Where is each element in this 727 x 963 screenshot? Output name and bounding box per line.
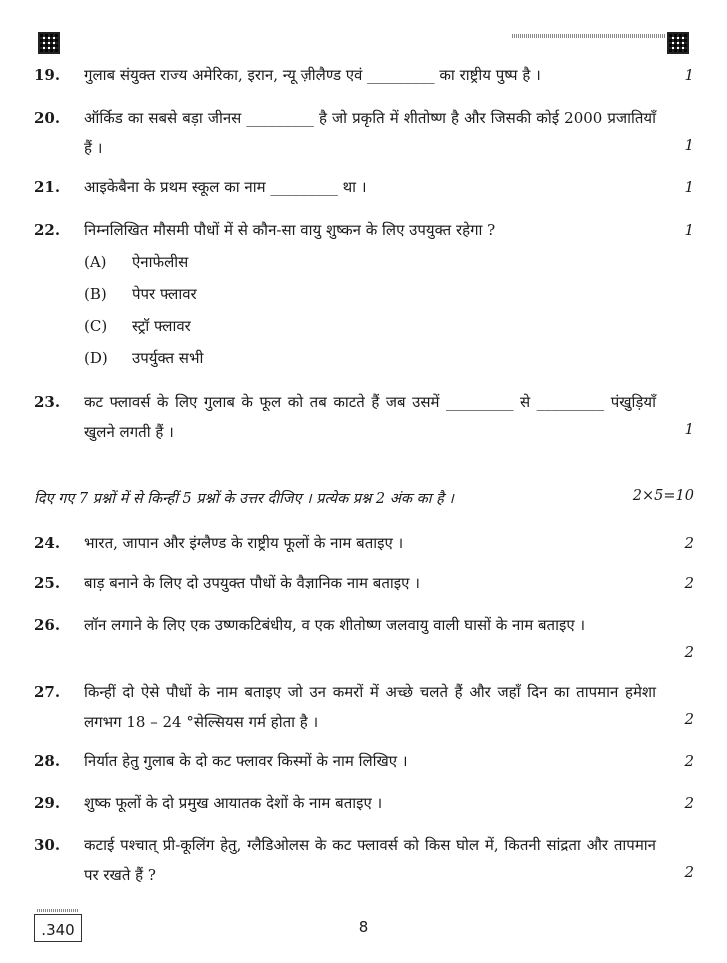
question-text: कटाई पश्चात् प्री-कूलिंग हेतु, ग्लैडिओलस के कट फ्लावर्स को किस घोल में, कितनी सांद्रता और तापमान पर रखते हैं ?: [84, 836, 656, 884]
question-text: ऑर्किड का सबसे बड़ा जीनस _________ है जो प्रकृति में शीतोष्ण है और जिसकी कोई 2000 प्रजातियाँ हैं ।: [84, 109, 656, 157]
question-number: 19.: [34, 66, 61, 84]
question-text: आइकेबैना के प्रथम स्कूल का नाम _________ था ।: [84, 178, 367, 196]
page-number: 8: [358, 918, 369, 936]
question-number: 22.: [34, 221, 61, 239]
question-number: 30.: [34, 836, 61, 854]
question-number: 21.: [34, 178, 61, 196]
question-text: बाड़ बनाने के लिए दो उपयुक्त पौधों के वैज्ञानिक नाम बताइए ।: [84, 574, 420, 592]
question-30: [34, 830, 694, 890]
question-number: 26.: [34, 616, 61, 634]
question-marks: 1: [684, 221, 694, 239]
question-marks: 2: [684, 794, 694, 812]
question-text: निर्यात हेतु गुलाब के दो कट फ्लावर किस्मों के नाम लिखिए ।: [84, 752, 408, 770]
question-marks: 2: [684, 534, 694, 552]
section-instruction: [34, 488, 694, 508]
question-20: [34, 103, 694, 163]
question-marks: 2: [684, 752, 694, 770]
question-27: [34, 677, 694, 737]
instruction-text: दिए गए 7 प्रश्नों में से किन्हीं 5 प्रश्नों के उत्तर दीजिए । प्रत्येक प्रश्न 2 अंक का है ।: [34, 491, 454, 507]
question-21: [34, 172, 694, 202]
option-label: (C): [84, 317, 108, 335]
option-label: (B): [84, 285, 107, 303]
question-number: 29.: [34, 794, 61, 812]
question-marks: 2: [684, 863, 694, 881]
question-text: किन्हीं दो ऐसे पौधों के नाम बताइए जो उन कमरों में अच्छे चलते हैं और जहाँ दिन का तापमान हमेशा लगभग 18 – 24 °सेल्सियस गर्म होता है ।: [84, 683, 656, 731]
qr-code-right: [667, 32, 689, 54]
question-number: 28.: [34, 752, 61, 770]
question-26: [34, 610, 694, 670]
option-b: [84, 279, 197, 309]
question-text: लॉन लगाने के लिए एक उष्णकटिबंधीय, व एक शीतोष्ण जलवायु वाली घासों के नाम बताइए ।: [84, 616, 586, 634]
question-text: भारत, जापान और इंग्लैण्ड के राष्ट्रीय फूलों के नाम बताइए ।: [84, 534, 404, 552]
question-number: 24.: [34, 534, 61, 552]
option-a: [84, 247, 188, 277]
question-19: [34, 60, 694, 90]
question-number: 23.: [34, 393, 61, 411]
question-23: [34, 387, 694, 447]
question-24: [34, 528, 694, 558]
question-marks: 1: [684, 178, 694, 196]
option-c: [84, 311, 191, 341]
option-text: उपर्युक्त सभी: [132, 349, 204, 367]
question-marks: 2: [684, 710, 694, 728]
option-text: स्ट्रॉ फ्लावर: [132, 317, 191, 335]
question-28: [34, 746, 694, 776]
question-text: निम्नलिखित मौसमी पौधों में से कौन-सा वायु शुष्कन के लिए उपयुक्त रहेगा ?: [84, 221, 496, 239]
paper-code: .340: [34, 914, 82, 942]
question-25: [34, 568, 694, 598]
barcode-strip: [512, 34, 666, 38]
question-marks: 1: [684, 66, 694, 84]
question-22: [34, 215, 694, 375]
question-text: कट फ्लावर्स के लिए गुलाब के फूल को तब काटते हैं जब उसमें _________ से _________ पंखुड़ियाँ खुलने लगती हैं ।: [84, 393, 656, 441]
question-number: 25.: [34, 574, 61, 592]
option-text: ऐनाफेलीस: [132, 253, 189, 271]
qr-code-left: [38, 32, 60, 54]
option-label: (A): [84, 253, 107, 271]
question-marks: 1: [684, 136, 694, 154]
question-number: 27.: [34, 683, 61, 701]
question-marks: 2: [684, 643, 694, 661]
instruction-marks: 2×5=10: [632, 488, 694, 504]
question-marks: 2: [684, 574, 694, 592]
option-d: [84, 343, 203, 373]
option-label: (D): [84, 349, 108, 367]
question-29: [34, 788, 694, 818]
question-text: गुलाब संयुक्त राज्य अमेरिका, इरान, न्यू ज़ीलैण्ड एवं _________ का राष्ट्रीय पुष्प है ।: [84, 66, 541, 84]
question-marks: 1: [684, 420, 694, 438]
question-number: 20.: [34, 109, 61, 127]
option-text: पेपर फ्लावर: [132, 285, 197, 303]
question-text: शुष्क फूलों के दो प्रमुख आयातक देशों के नाम बताइए ।: [84, 794, 383, 812]
